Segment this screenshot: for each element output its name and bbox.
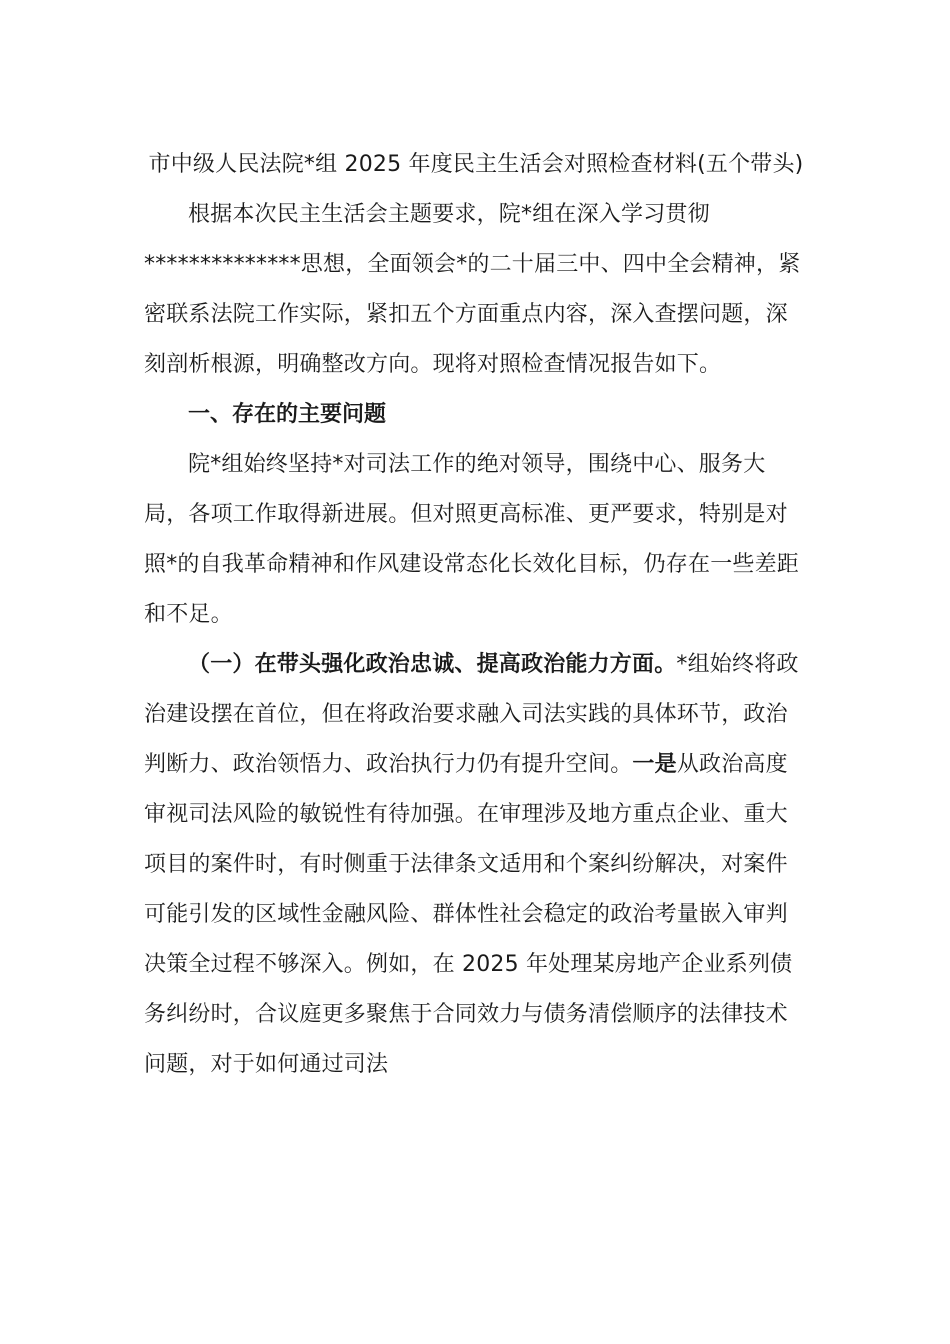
item-text: *组始终将政治建设摆在首位，但在将政治要求融入司法实践的具体环节，政治判断力、政治领悟力、政治执行力仍有提升空间。: [144, 652, 799, 777]
document-body: [144, 140, 808, 1090]
document-title: 市中级人民法院*组 2025 年度民主生活会对照检查材料(五个带头): [148, 152, 804, 177]
item-paragraph: [144, 640, 808, 1090]
section-paragraph: 院*组始终坚持*对司法工作的绝对领导，围绕中心、服务大局，各项工作取得新进展。但对照更高标准、更严要求，特别是对照*的自我革命精神和作风建设常态化长效化目标，仍存在一些差距和不足。: [144, 452, 800, 627]
point-text: 从政治高度审视司法风险的敏锐性有待加强。在审理涉及地方重点企业、重大项目的案件时，有时侧重于法律条文适用和个案纠纷解决，对案件可能引发的区域性金融风险、群体性社会稳定的政治考量嵌入审判决策全过程不够深入。例如，在 2025 年处理某房地产企业系列债务纠纷时，合议庭更多聚焦于合同效力与债务清偿顺序的法律技术问题，对于如何通过司法: [144, 752, 793, 1077]
point-lead: 一是: [632, 752, 677, 777]
section-heading: 一、存在的主要问题: [188, 402, 387, 427]
intro-paragraph: 根据本次民主生活会主题要求，院*组在深入学习贯彻**************思想，全面领会*的二十届三中、四中全会精神，紧密联系法院工作实际，紧扣五个方面重点内容，深入查摆问题，深刻剖析根源，明确整改方向。现将对照检查情况报告如下。: [144, 202, 801, 377]
item-lead: （一）在带头强化政治忠诚、提高政治能力方面。: [188, 652, 677, 677]
